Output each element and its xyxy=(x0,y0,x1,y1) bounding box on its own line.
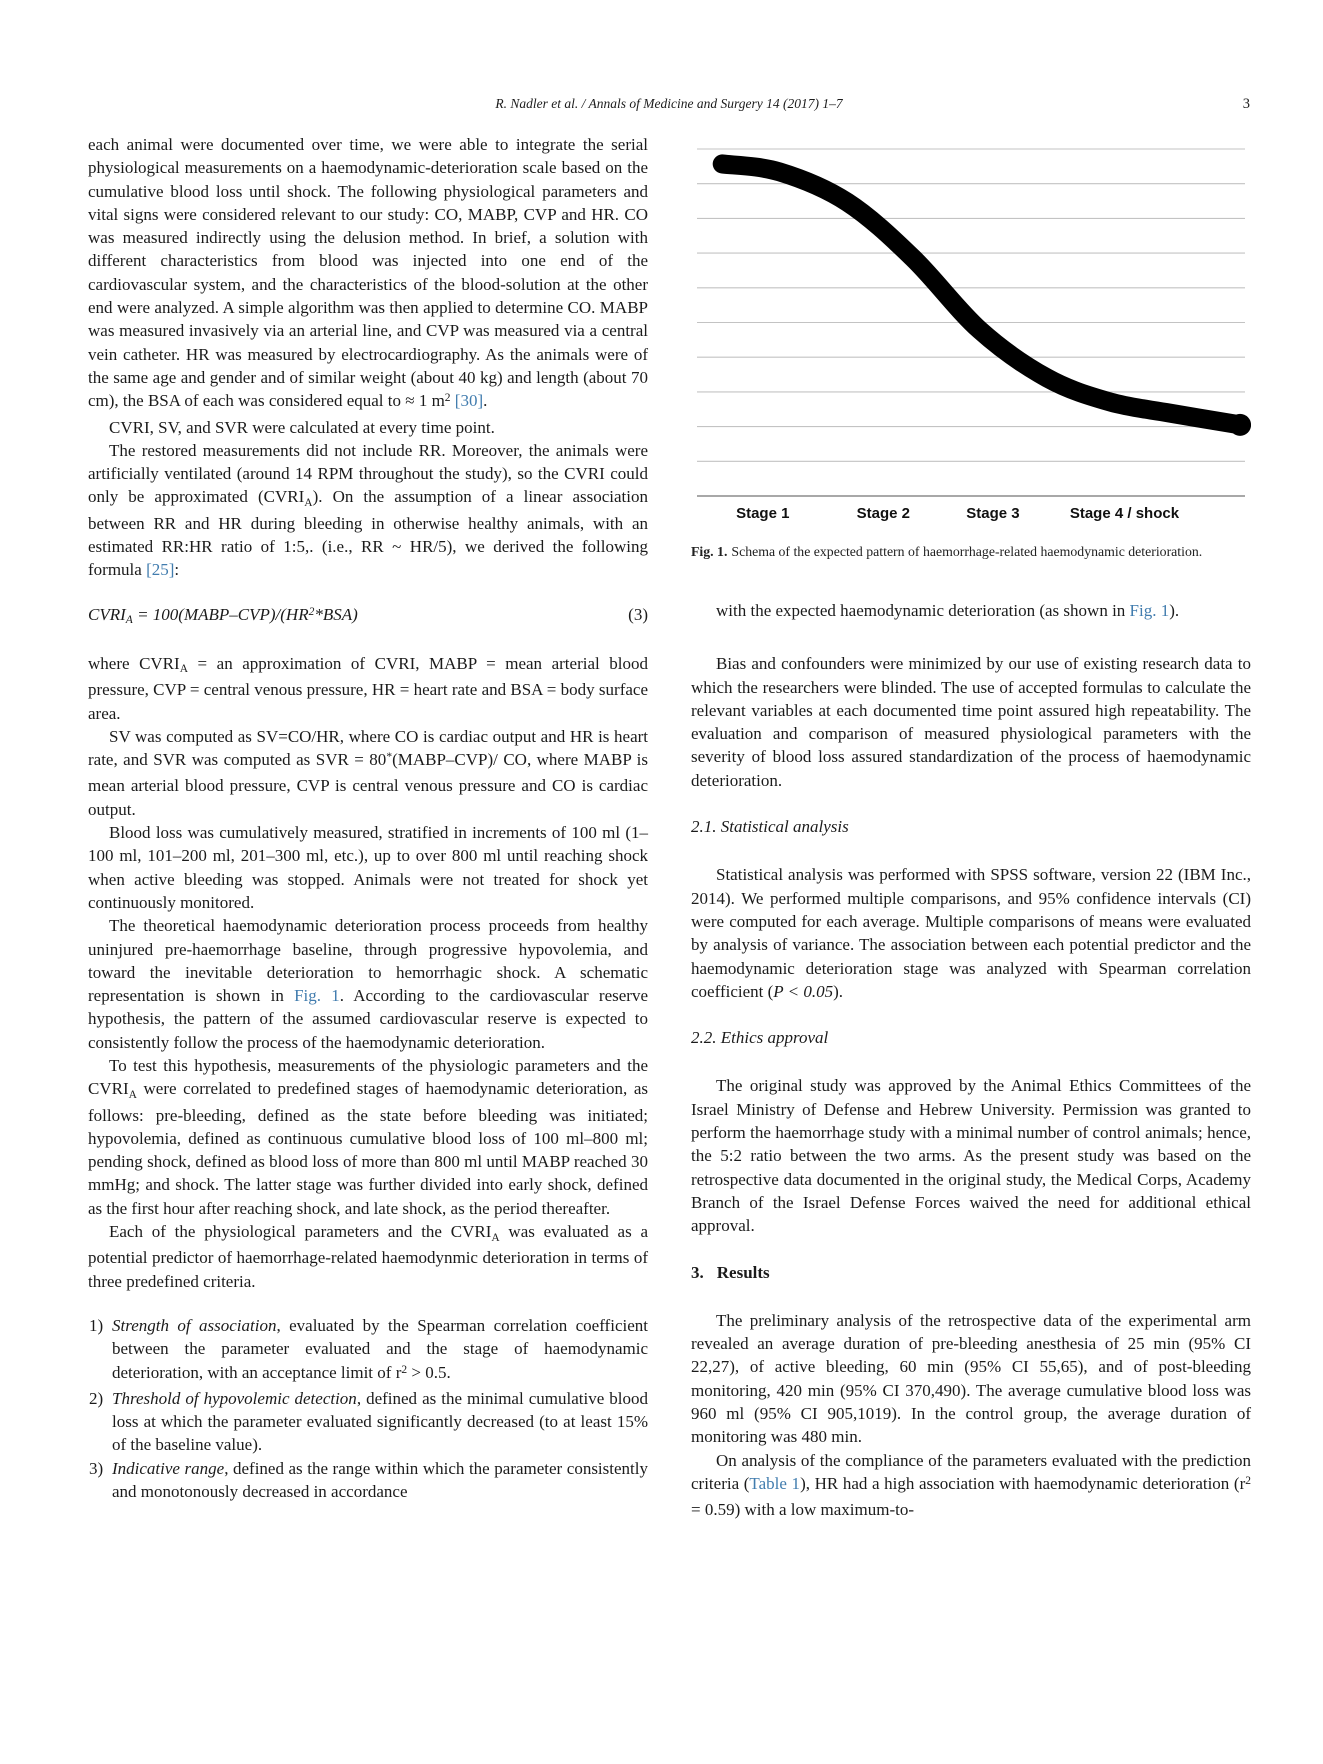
paragraph xyxy=(88,133,648,416)
section-heading xyxy=(691,815,1251,838)
right-column-text xyxy=(691,599,1251,1522)
figure-caption xyxy=(691,543,1251,561)
list-marker: 2) xyxy=(89,1388,104,1408)
journal-header: R. Nadler et al. / Annals of Medicine and Surgery 14 (2017) 1–7 xyxy=(495,96,843,111)
text-segment: CVRI, SV, and SVR were calculated at every time point. xyxy=(109,417,495,437)
section-number: 3. xyxy=(691,1262,704,1282)
figure-caption-label: Fig. 1. xyxy=(691,544,728,559)
text-segment: , defined as the range within which the parameter consistently and monotonously decreased in accordance xyxy=(112,1458,648,1502)
text-segment: Indicative range xyxy=(112,1458,225,1478)
section-heading xyxy=(691,1026,1251,1049)
paragraph xyxy=(691,1449,1251,1522)
paragraph xyxy=(88,1054,648,1220)
citation-link[interactable]: Fig. 1 xyxy=(294,986,340,1006)
paragraph xyxy=(691,599,1251,622)
paragraph xyxy=(88,821,648,914)
text-segment: SV was computed as SV=CO/HR, where CO is cardiac output and HR is heart rate, and SVR was computed as SVR = 80 xyxy=(88,726,648,770)
text-segment: A xyxy=(304,496,313,509)
text-segment: . xyxy=(483,391,488,411)
text-segment: with the expected haemodynamic deterioration (as shown in xyxy=(716,601,1130,620)
text-segment: 2 xyxy=(444,392,451,405)
paragraph xyxy=(691,863,1251,1003)
text-segment: ). On the assumption of a linear association between RR and HR during bleeding in otherwise healthy animals, with an estimated RR:HR ratio of 1:5,. (i.e., RR ~ HR/5), we derived the following formula xyxy=(88,487,648,580)
text-segment: *BSA) xyxy=(314,604,358,624)
text-segment: : xyxy=(174,560,180,580)
section-heading xyxy=(691,1261,1251,1284)
text-segment: = an approximation of CVRI, MABP = mean arterial blood pressure, CVP = central venous pressure, HR = heart rate and BSA = body surface area. xyxy=(88,653,648,723)
text-segment: A xyxy=(128,1088,137,1101)
text-segment: The theoretical haemodynamic deterioration process proceeds from healthy uninjured pre-haemorrhage baseline, through progressive hypovolemia, and toward the inevitable deterioration to hemorrhagic shock. A schematic representation is shown in xyxy=(88,916,648,1006)
text-segment: 2.2. Ethics approval xyxy=(691,1028,829,1048)
paragraph xyxy=(691,652,1251,792)
text-segment: Each of the physiological parameters and the CVRI xyxy=(109,1222,492,1242)
text-segment: were correlated to predefined stages of haemodynamic deterioration, as follows: pre-bleeding, defined as the state before bleeding was initiated; hypovolemia, defined as continuous cumulative blood loss of 100 ml–800 ml; pending shock, defined as blood loss of more than 800 ml until MABP reached 30 mmHg; and shock. The latter stage was further divided into early shock, defined as the first hour after reaching shock, and late shock, as the period thereafter. xyxy=(88,1079,648,1218)
text-segment: where CVRI xyxy=(88,653,180,673)
list-item-text xyxy=(112,1459,648,1501)
text-segment: ). xyxy=(833,981,844,1001)
text-segment: > 0.5. xyxy=(407,1362,451,1382)
paragraph xyxy=(88,1220,648,1293)
list-marker: 3) xyxy=(89,1458,104,1478)
curve-end-marker xyxy=(1229,414,1251,436)
list-marker: 1) xyxy=(89,1315,104,1335)
equation xyxy=(88,603,648,629)
left-column-text xyxy=(88,133,648,1503)
x-axis-label: Stage 4 / shock xyxy=(1069,505,1180,522)
figure-caption-text: Schema of the expected pattern of haemorrhage-related haemodynamic deterioration. xyxy=(731,544,1203,559)
citation-link[interactable]: [30] xyxy=(454,391,484,411)
text-segment: ). xyxy=(1169,601,1180,620)
text-segment: ), HR had a high association with haemodynamic deterioration (r xyxy=(800,1473,1246,1493)
text-segment: A xyxy=(179,663,188,676)
citation-link[interactable]: Fig. 1 xyxy=(1129,601,1170,620)
deterioration-curve xyxy=(722,164,1240,425)
figure-1 xyxy=(691,140,1251,561)
numbered-list xyxy=(88,1314,648,1503)
x-axis-label: Stage 2 xyxy=(856,505,910,522)
text-segment: 2.1. Statistical analysis xyxy=(691,817,849,837)
paragraph xyxy=(88,439,648,582)
text-segment: 2 xyxy=(401,1363,408,1376)
text-segment: Results xyxy=(716,1262,770,1282)
list-item xyxy=(88,1314,648,1387)
text-segment: A xyxy=(491,1231,500,1244)
list-item xyxy=(88,1387,648,1457)
list-item-text xyxy=(112,1389,648,1455)
text-segment: The original study was approved by the Animal Ethics Committees of the Israel Ministry of Defense and Hebrew University. Permission was granted to perform the haemorrhage study with a minimal number of control animals; hence, the 5:2 ratio between the two arms. As the present study was based on the retrospective data documented in the original study, the Medical Corps, Academy Branch of the Israel Defense Forces waived the need for additional ethical approval. xyxy=(691,1076,1251,1236)
text-segment: Statistical analysis was performed with SPSS software, version 22 (IBM Inc., 2014). We performed multiple comparisons, and 95% confidence intervals (CI) were computed for each average. Multiple comparisons of means were evaluated by analysis of variance. The association between each potential predictor and the haemodynamic deterioration stage was analyzed with Spearman correlation coefficient ( xyxy=(691,865,1251,1001)
text-segment: was evaluated as a potential predictor of haemorrhage-related haemodynmic deterioration in terms of three predefined criteria. xyxy=(88,1222,649,1291)
text-segment: The preliminary analysis of the retrospective data of the experimental arm revealed an average duration of pre-bleeding anesthesia of 25 min (95% CI 22,27), of active bleeding, 60 min (95% CI 55,65), and of post-bleeding monitoring, 420 min (95% CI 370,490). The average cumulative blood loss was 960 ml (95% CI 905,1019). In the control group, the average duration of monitoring was 480 min. xyxy=(691,1310,1251,1447)
paragraph xyxy=(88,416,648,439)
x-axis-label: Stage 1 xyxy=(736,505,790,522)
text-segment: Threshold of hypovolemic detection xyxy=(112,1388,357,1408)
text-segment: Blood loss was cumulatively measured, stratified in increments of 100 ml (1–100 ml, 101–200 ml, 201–300 ml, etc.), up to over 800 ml until reaching shock when active bleeding was stopped. Animals were not treated for shock yet continuously monitored. xyxy=(88,823,648,912)
figure-1-chart xyxy=(691,140,1251,530)
text-segment: The restored measurements did not include RR. Moreover, the animals were artificially ventilated (around 14 RPM throughout the study), so the CVRI could only be approximated (CVRI xyxy=(88,440,648,507)
text-segment: P < 0.05 xyxy=(773,981,834,1001)
page-header xyxy=(88,96,1250,118)
text-segment: On analysis of the compliance of the parameters evaluated with the prediction criteria ( xyxy=(691,1450,1251,1493)
x-axis-label: Stage 3 xyxy=(966,505,1020,522)
citation-link[interactable]: Table 1 xyxy=(749,1473,801,1493)
paragraph xyxy=(691,1309,1251,1449)
text-segment: (MABP–CVP)/ CO, where MABP is mean arterial blood pressure, CVP is central venous pressure and CO is cardiac output. xyxy=(88,750,648,819)
paragraph xyxy=(88,652,648,725)
text-segment: A xyxy=(125,614,133,627)
text-segment: , defined as the minimal cumulative blood loss at which the parameter evaluated significantly decreased (to at least 15% of the baseline value). xyxy=(112,1388,648,1455)
text-segment: * xyxy=(386,751,393,764)
text-segment: = 0.59) with a low maximum-to- xyxy=(691,1500,915,1520)
paragraph xyxy=(691,1074,1251,1237)
text-segment: 2 xyxy=(1245,1474,1251,1487)
paragraph xyxy=(88,725,648,821)
text-segment: Bias and confounders were minimized by our use of existing research data to which the researchers were blinded. The use of accepted formulas to calculate the relevant variables at each documented time point assured high repeatability. The evaluation and comparison of measured physiological parameters with the severity of blood loss assured standardization of the process of haemodynamic deterioration. xyxy=(691,654,1251,790)
left-column xyxy=(88,133,648,1503)
paragraph xyxy=(88,914,648,1054)
right-column xyxy=(691,140,1251,1522)
citation-link[interactable]: [25] xyxy=(146,560,175,580)
text-segment: To test this hypothesis, measurements of the physiologic parameters and the CVRI xyxy=(88,1055,648,1099)
text-segment: 2 xyxy=(308,605,315,618)
page-number: 3 xyxy=(1242,96,1250,112)
equation-number: (3) xyxy=(628,604,648,624)
text-segment: , evaluated by the Spearman correlation coefficient between the parameter evaluated and the stage of haemodynamic deterioration, with an acceptance limit of r xyxy=(112,1315,648,1382)
list-item xyxy=(88,1457,648,1504)
text-segment: each animal were documented over time, we were able to integrate the serial physiological measurements on a haemodynamic-deterioration scale based on the cumulative blood loss until shock. The following physiological parameters and vital signs were considered relevant to our study: CO, MABP, CVP and HR. CO was measured indirectly using the delusion method. In brief, a solution with different characteristics from blood was injected into one end of the cardiovascular system, and the characteristics of the blood-solution at the other end were analyzed. A simple algorithm was then applied to determine CO. MABP was measured invasively via an arterial line, and CVP was measured via a central vein catheter. HR was measured by electrocardiography. As the animals were of the same age and gender and of similar weight (about 40 kg) and length (about 70 cm), the BSA of each was considered equal to ≈ 1 m xyxy=(88,135,648,411)
text-segment: Strength of association xyxy=(112,1315,277,1335)
text-segment: . According to the cardiovascular reserve hypothesis, the pattern of the assumed cardiovascular reserve is expected to consistently follow the process of the haemodynamic deterioration. xyxy=(88,986,648,1052)
text-segment: CVRI xyxy=(88,604,126,624)
text-segment: = 100(MABP–CVP)/(HR xyxy=(132,604,309,624)
list-item-text xyxy=(112,1316,648,1382)
